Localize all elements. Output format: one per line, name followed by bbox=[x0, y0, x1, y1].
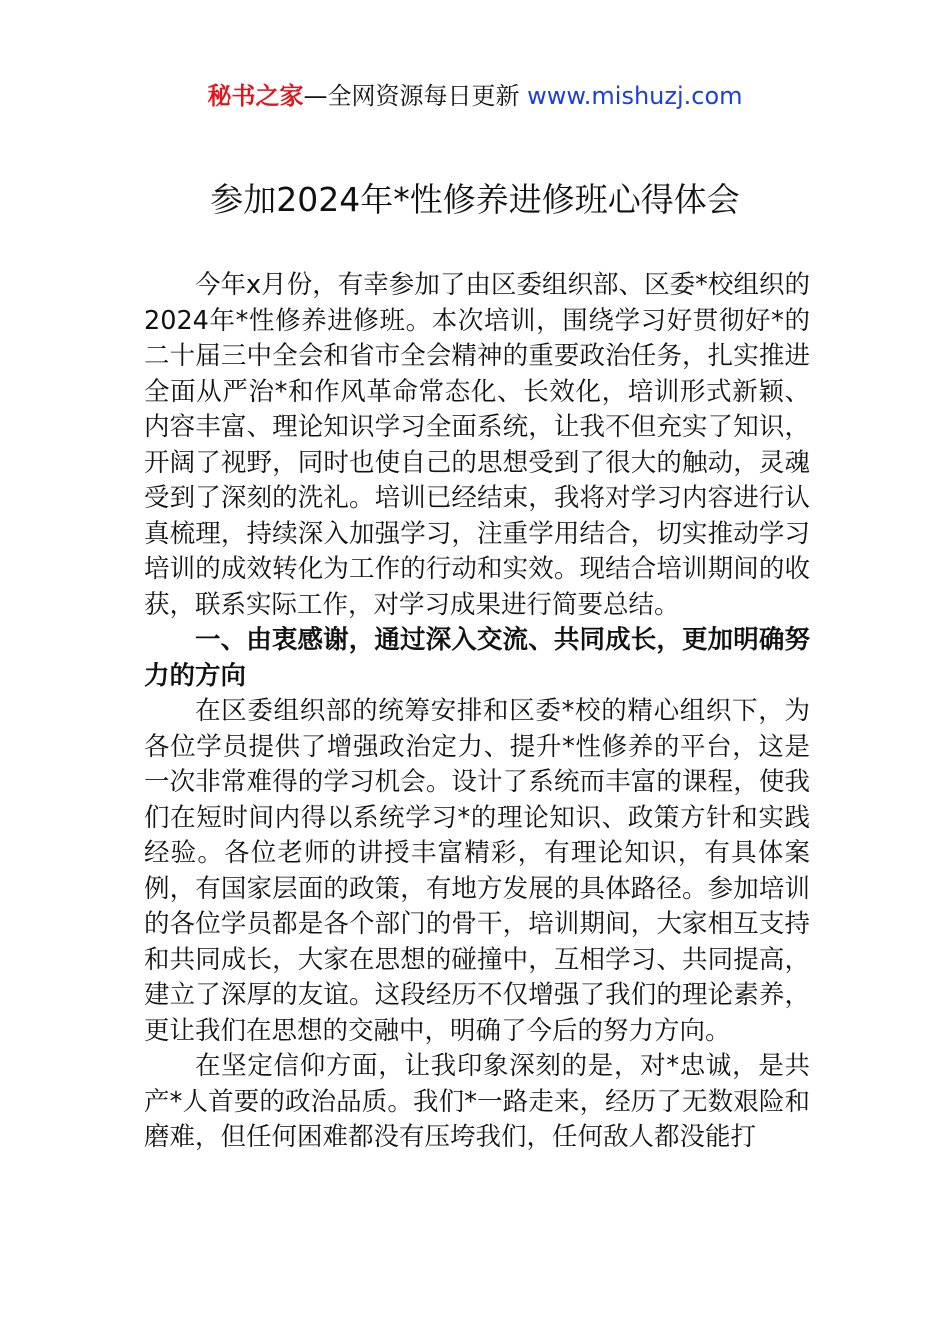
site-tagline: —全网资源每日更新 bbox=[303, 82, 528, 110]
paragraph-faith: 在坚定信仰方面，让我印象深刻的是，对*忠诚，是共产*人首要的政治品质。我们*一路走来，经历了无数艰险和磨难，但任何困难都没有压垮我们，任何敌人都没能打 bbox=[144, 1051, 810, 1152]
paragraph-section-1: 在区委组织部的统筹安排和区委*校的精心组织下，为各位学员提供了增强政治定力、提升*性修养的平台，这是一次非常难得的学习机会。设计了系统而丰富的课程，使我们在短时间内得以系统学习*的理论知识、政策方针和实践经验。各位老师的讲授丰富精彩，有理论知识，有具体案例，有国家层面的政策，有地方发展的具体路径。参加培训的各位学员都是各个部门的骨干，培训期间，大家相互支持和共同成长，大家在思想的碰撞中，互相学习、共同提高，建立了深厚的友谊。这段经历不仅增强了我们的理论素养，更让我们在思想的交融中，明确了今后的努力方向。 bbox=[144, 696, 810, 1046]
section-heading-1: 一、由衷感谢，通过深入交流、共同成长，更加明确努力的方向 bbox=[144, 625, 810, 691]
site-header bbox=[0, 78, 950, 114]
paragraph-intro: 今年x月份，有幸参加了由区委组织部、区委*校组织的2024年*性修养进修班。本次培训，围绕学习好贯彻好*的二十届三中全会和省市全会精神的重要政治任务，扎实推进全面从严治*和作风革命常态化、长效化，培训形式新颖、内容丰富、理论知识学习全面系统，让我不但充实了知识，开阔了视野，同时也使自己的思想受到了很大的触动，灵魂受到了深刻的洗礼。培训已经结束，我将对学习内容进行认真梳理，持续深入加强学习，注重学用结合，切实推动学习培训的成效转化为工作的行动和实效。现结合培训期间的收获，联系实际工作，对学习成果进行简要总结。 bbox=[144, 270, 810, 620]
document-body bbox=[144, 268, 810, 1156]
document-title: 参加2024年*性修养进修班心得体会 bbox=[210, 180, 740, 219]
site-brand: 秘书之家 bbox=[207, 82, 304, 110]
site-url-link[interactable]: www.mishuzj.com bbox=[527, 82, 743, 110]
